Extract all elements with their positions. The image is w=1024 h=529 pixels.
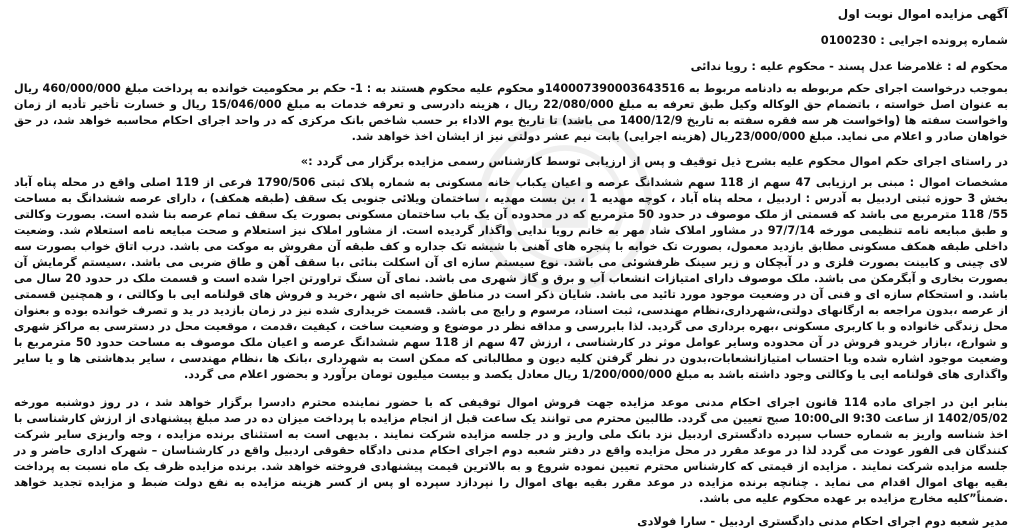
parties-line: محکوم له : غلامرضا عدل پسند - محکوم علیه : رویا ندائی: [690, 59, 1008, 74]
case-number-value: 0100230: [820, 33, 877, 48]
case-number-label: شماره پرونده اجرایی :: [880, 33, 1008, 48]
auction-details-paragraph: بنابر این در اجرای ماده 114 قانون اجرای احکام مدنی موعد مزایده جهت فروش اموال توقیفی که با حضور نماینده محترم دادسرا برگزار خواهد شد ، در روز دوشنبه مورخه 1402/05/02 از ساعت 9:30 الی10:00 صبح تعیین می گردد. طالبین محترم می توانند یک ساعت قبل از انجام مزایده با پرداخت میزان ده در صد مبلغ پیشنهادی از ارزش کارشناسی با اخذ شناسه واریز به شماره حساب سپرده دادگستری اردبیل نزد بانک ملی واریز و در جلسه مزایده شرکت نمایند . بدیهی است به استثنای برنده مزایده ، وجه واریزی سایر شرکت کنندگان فی الفور عودت می گردد لذا در موعد مقرر در محل مزایده واقع در دفتر شعبه دوم اجرای احکام مدنی دادگاه حقوقی اردبیل واقع در کارشناسان – شهرک اداری حاضر و در جلسه مزایده شرکت نمایند . مزایده از قیمتی که کارشناس محترم تعیین نموده شروع و به بالاترین قیمت پیشنهادی فروخته خواهد شد. برنده مزایده ظرف یک ماه نسبت به پرداخت بقیه بهای اموال اقدام می نماید . چنانچه برنده مزایده در موعد مقرر بقیه بهای اموال را نپردازد سپرده او پس از کسر هزینه مزایده به نفع دولت ضبط و مزایده تجدید خواهد .ضمناً”کلیه مخارج مزایده بر عهده محکوم علیه می باشد.: [14, 395, 1009, 505]
property-specs-paragraph: مشخصات اموال : مبنی بر ارزیابی 47 سهم از 118 سهم ششدانگ عرصه و اعیان یکباب خانه مسکونی به شماره پلاک ثبتی 1790/506 فرعی از 119 اصلی واقع در محله پناه آباد بخش 3 حوزه ثبتی اردبیل به آدرس : اردبیل ، محله پناه آباد ، کوچه مهدیه 1 ، بن بست مهدیه ، ساختمان ویلائی جنوبی یک سقف (طبقه همکف) ، دارای عرصه ششدانگ به مساحت 55/ 118 مترمربع می باشد که قسمتی از ملک موصوف در حدود 50 مترمربع که در محدوده آن یک باب ساختمان مسکونی بصورت یک سقف تمام عرصه بنا شده است. بصورت وکالتی و طبق مبایعه نامه تنظیمی مورخه 97/7/14 در مشاور املاک شاد مهر به خانم رویا ندایی واگذار گردیده است. از مشاور املاک نیز استعلام و صحت مبایعه نامه استعلام شد. وضعیت داخلی طبقه همکف مسکونی مطابق بازدید معمول، بصورت تک خوابه با پنجره های آهنی با شیشه تک جداره و کف طبقه آن مفروش به موکت می باشد. درب اتاق خواب بصورت سه لای چینی و کابینت بصورت فلزی و در آبچکان و زیر سینک ظرفشوئی می باشد. نوع سیستم سازه ای آن اسکلت بنائی ،با سقف آهن و طاق ضربی می باشد. ،سیستم گرمایش آن بصورت بخاری و آبگرمکن می باشد. ملک موصوف دارای امتیازات انشعاب آب و برق و گاز شهری می باشد. نمای آن سنگ تراورتن اجرا شده است و قسمت ملک در حدود 20 سال می باشد. و استحکام سازه ای و فنی آن در وضعیت موجود مورد تائید می باشد. شایان ذکر است در مناطق حاشیه ای شهر ،خرید و فروش های قولنامه ایی با وکالتی ، و همچنین قسمتی از عرصه ،بدون مراجعه به ارگانهای دولتی،شهرداری،نظام مهندسی، ثبت اسناد، مرسوم و رایج می باشد. قسمت خریداری شده نیز در زمان بازدید در ید و تصرف خوانده بوده و بعنوان محل زندگی خانواده و با کاربری مسکونی ،بهره برداری می گردید. لذا بابررسی و مداقه نظر در موضوع و وضعیت ساخت ، کیفیت ،قدمت ، موقعیت محل در دسترسی به مراکز شهری و شوارع، ،بازار خریدو فروش در آن محدوده وسایر عوامل موثر در کارشناسی ، ارزش 47 سهم از 118 سهم ششدانگ عرصه و اعیان ملک موصوف به مساحت حدود 50 مترمربع با وضعیت موجود اشاره شده وبا احتساب امتیازانشعابات،بدون در نظر گرفتن کلیه دیون و مطالباتی که ممکن است به شهرداری ،بانک ها ،نظام مهندسی ، سایر بدهاشتی ها و یا سایر واگذاری های قولنامه ایی یا وکالتی وجود داشته باشد به مبلغ 1/200/000/000 ریال معادل یکصد و بیست میلیون تومان برآورد و بحضور اعلام می گردد.: [14, 175, 1009, 381]
notice-title: آگهی مزایده اموال نوبت اول: [837, 7, 1008, 21]
signature-line: مدیر شعبه دوم اجرای احکام مدنی دادگستری اردبیل - سارا فولادی: [637, 513, 1008, 528]
judgment-paragraph: بموجب درخواست اجرای حکم مربوطه به دادنامه مربوط به 140007390003643516و محکوم علیه محکوم هستند به : 1- حکم بر محکومیت خوانده به پرداخت مبلغ 460/000/000 ریال به عنوان اصل خواسته ، باتضمام حق الوکاله وکیل طبق تعرفه به مبلغ 22/080/000 ریال ، هزینه دادرسی و تعرفه خدمات به مبلغ 15/046/000 ریال و خسارت تأخیر تأدیه از زمان واخواست سفته ها (واخواست هر سه فقره سفته به تاریخ 1400/12/9 می باشد) تا تاریخ یوم الاداء بر حسب شاخص بانک مرکزی که در واحد اجرای احکام محاسبه خواهد شد، در حق خواهان صادر و اعلام می نماید. مبلغ 23/000/000ریال (هزینه اجرایی) بابت نیم عشر دولتی نیز از ایشان اخذ خواهد شد.: [14, 81, 1009, 143]
section-heading: در راستای اجرای حکم اموال محکوم علیه بشرح ذیل توقیف و پس از ارزیابی توسط کارشناس رسمی مزایده برگزار می گردد :»: [300, 153, 1008, 168]
case-number-line: [14, 32, 1008, 48]
